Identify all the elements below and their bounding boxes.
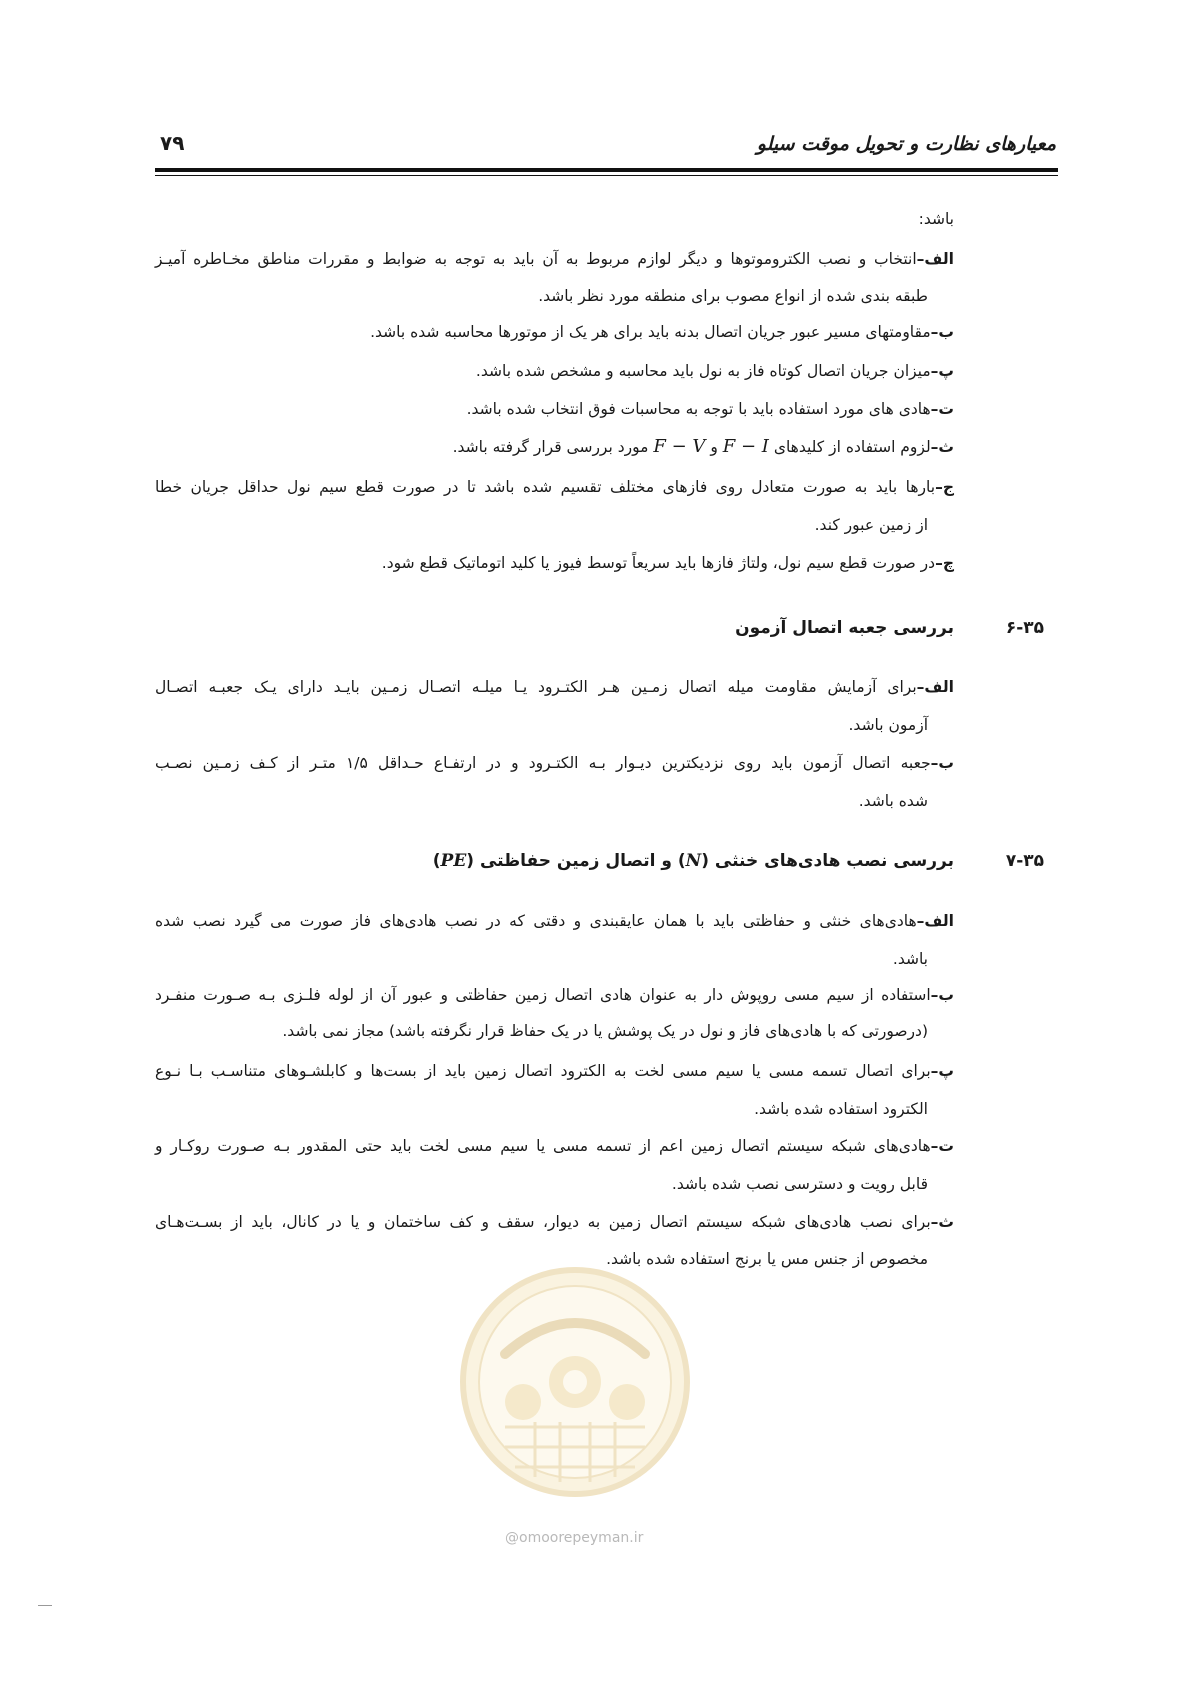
item-text: مقاومتهای مسیر عبور جریان اتصال بدنه باید برای هر یک از موتورها محاسبه شده باشد. [370, 323, 931, 341]
conjunction: و [710, 438, 718, 456]
item-text: آزمون باشد. [848, 716, 928, 734]
item-text: برای اتصال تسمه مسی یا سیم مسی لخت به الکترود اتصال زمین باید از بست‌ها و کابلشـوهای متناسـب بـا نـوع [155, 1062, 931, 1080]
section-title: بررسی جعبه اتصال آزمون [735, 618, 954, 638]
item-text: قابل رویت و دسترسی نصب شده باشد. [671, 1175, 928, 1193]
item-text: طبقه بندی شده از انواع مصوب برای منطقه مورد نظر باشد. [538, 287, 928, 305]
item-text: الکترود استفاده شده باشد. [754, 1100, 928, 1118]
item-text: هادی های مورد استفاده باید با توجه به محاسبات فوق انتخاب شده باشد. [466, 400, 931, 418]
item-label: ت– [930, 1137, 954, 1155]
section-number: ۷-۳۵ [1005, 851, 1044, 871]
item-text: انتخاب و نصب الکتروموتوها و دیگر لوازم مربوط به آن باید به توجه به ضوابط و مقررات مناطق مخـاطره آمیـز [155, 250, 917, 268]
item-text: برای نصب هادی‌های شبکه سیستم اتصال زمین به دیوار، سقف و کف ساختمان و یا در کانال، باید از بسـت‌هـای [155, 1213, 931, 1231]
section-title-part: بررسی نصب هادی‌های خنثی ( [701, 851, 954, 871]
continued-word: باشد: [918, 210, 954, 228]
item-text: برای آزمایش مقاومت میله اتصال زمـین هـر الکتـرود یـا میلـه اتصـال زمـین بایـد دارای یـک جعبـه اتصـال [155, 678, 917, 696]
neutral-symbol: N [685, 851, 702, 871]
item-text: جعبه اتصال آزمون باید روی نزدیکترین دیـوار بـه الکتـرود و در ارتفـاع حـداقل ۱/۵ متـر از کـف زمـین نصـب [155, 754, 931, 772]
item-text: در صورت قطع سیم نول، ولتاژ فازها باید سریعاً توسط فیوز یا کلید اتوماتیک قطع شود. [381, 554, 936, 572]
item-text: شده باشد. [858, 792, 928, 810]
list-item-line [155, 1137, 954, 1155]
item-label: ب– [930, 323, 954, 341]
math-symbol: F − I [722, 436, 769, 457]
item-label: ب– [930, 754, 954, 772]
item-label: الف– [916, 912, 954, 930]
list-item-line [155, 1062, 954, 1080]
item-label: ث– [930, 1213, 954, 1231]
item-label: ث– [930, 438, 954, 456]
item-label: الف– [916, 250, 954, 268]
pe-symbol: PE [440, 851, 467, 871]
section-number: ۶-۳۵ [1005, 618, 1044, 638]
item-text: هادی‌های خنثی و حفاظتی باید با همان عایقبندی و دقتی که در نصب هادی‌های فاز صورت می گیرد نصب شده [155, 912, 917, 930]
item-text: بارها باید به صورت متعادل روی فازهای مختلف تقسیم شده باشد تا در صورت قطع سیم نول حداقل جریان خطا [155, 478, 936, 496]
list-item-line [155, 912, 954, 930]
item-text: (درصورتی که با هادی‌های فاز و نول در یک پوشش یا در یک حفاظ قرار نگرفته باشد) مجاز نمی باشد. [282, 1022, 928, 1040]
item-label: پ– [930, 1062, 954, 1080]
item-label: ج– [935, 478, 954, 496]
item-text: مخصوص از جنس مس یا برنج استفاده شده باشد. [606, 1250, 928, 1268]
item-text: مورد بررسی قرار گرفته باشد. [452, 438, 649, 456]
item-text: استفاده از سیم مسی روپوش دار به عنوان هادی اتصال زمین حفاظتی و عبور آن از لوله فلـزی بـه صـورت منفـرد [155, 986, 931, 1004]
item-text: از زمین عبور کند. [814, 516, 928, 534]
running-title: معیارهای نظارت و تحویل موقت سیلو [756, 133, 1056, 155]
item-text: باشد. [892, 950, 928, 968]
item-label: پ– [930, 362, 954, 380]
item-label: چ– [935, 554, 954, 572]
section-title-part: ) [432, 851, 441, 871]
watermark-url: @omoorepeyman.ir [505, 1530, 644, 1546]
list-item-line [155, 1213, 954, 1231]
math-symbol: F − V [653, 436, 706, 457]
item-text: هادی‌های شبکه سیستم اتصال زمین اعم از تسمه مسی یا سیم مسی لخت باید حتی المقدور بـه صـورت روکـار و [155, 1137, 931, 1155]
item-label: ت– [930, 400, 954, 418]
list-item-line [155, 986, 954, 1004]
item-label: الف– [916, 678, 954, 696]
page-number: ۷۹ [160, 131, 185, 155]
item-text: میزان جریان اتصال کوتاه فاز به نول باید محاسبه و مشخص شده باشد. [475, 362, 931, 380]
section-title-part: ) و اتصال زمین حفاظتی ( [466, 851, 686, 871]
item-label: ب– [930, 986, 954, 1004]
watermark-emblem-icon [455, 1262, 695, 1502]
item-text: لزوم استفاده از کلیدهای [773, 438, 931, 456]
scan-mark [38, 1605, 52, 1606]
